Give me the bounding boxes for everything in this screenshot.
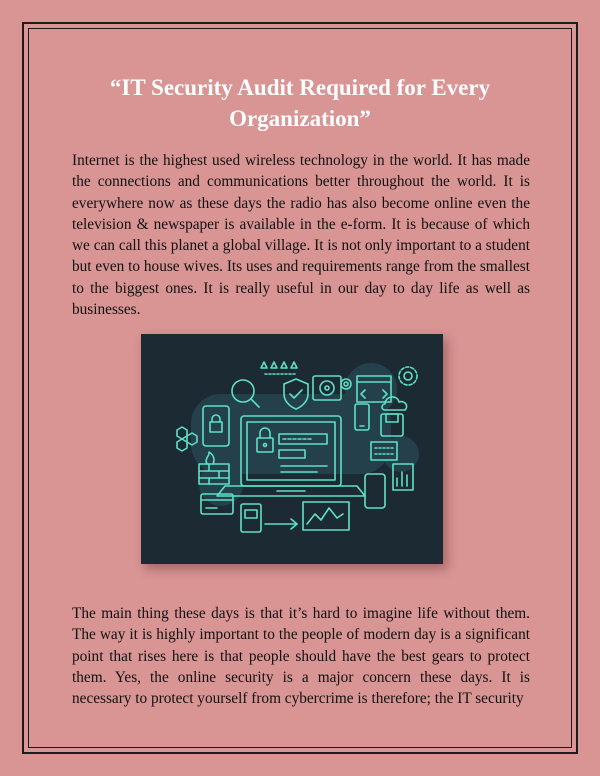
security-illustration <box>141 334 443 564</box>
key-card-icon <box>241 504 261 532</box>
chart-panel-icon <box>303 502 349 530</box>
arrow-icon <box>265 519 297 529</box>
mobile-device-icon <box>365 474 385 508</box>
paragraph-1: Internet is the highest used wireless technology in the world. It has made the connections and communications better throughout the world. It is everywhere now as these days the radio has also become online even the television & newspaper is available in the e-form. It is because of which we can call this planet a global village. It is not only important to a student but even to house wives. Its uses and requirements range from the smallest to the biggest ones. It is really useful in our day to day life as well as businesses. <box>72 152 530 319</box>
document-title: “IT Security Audit Required for Every Organization” <box>109 75 491 131</box>
security-illustration-svg <box>141 334 443 564</box>
users-row-icon <box>261 362 297 374</box>
settings-cog-icon <box>399 367 417 385</box>
paragraph-2: The main thing these days is that it’s hard to imagine life without them. The way it is highly important to the people of modern day is a significant point that rises here is that people should have the best gears to protect them. Yes, the online security is a major concern these days. It is necessary to protect yourself from cybercrime is therefore; the IT security <box>72 605 530 708</box>
